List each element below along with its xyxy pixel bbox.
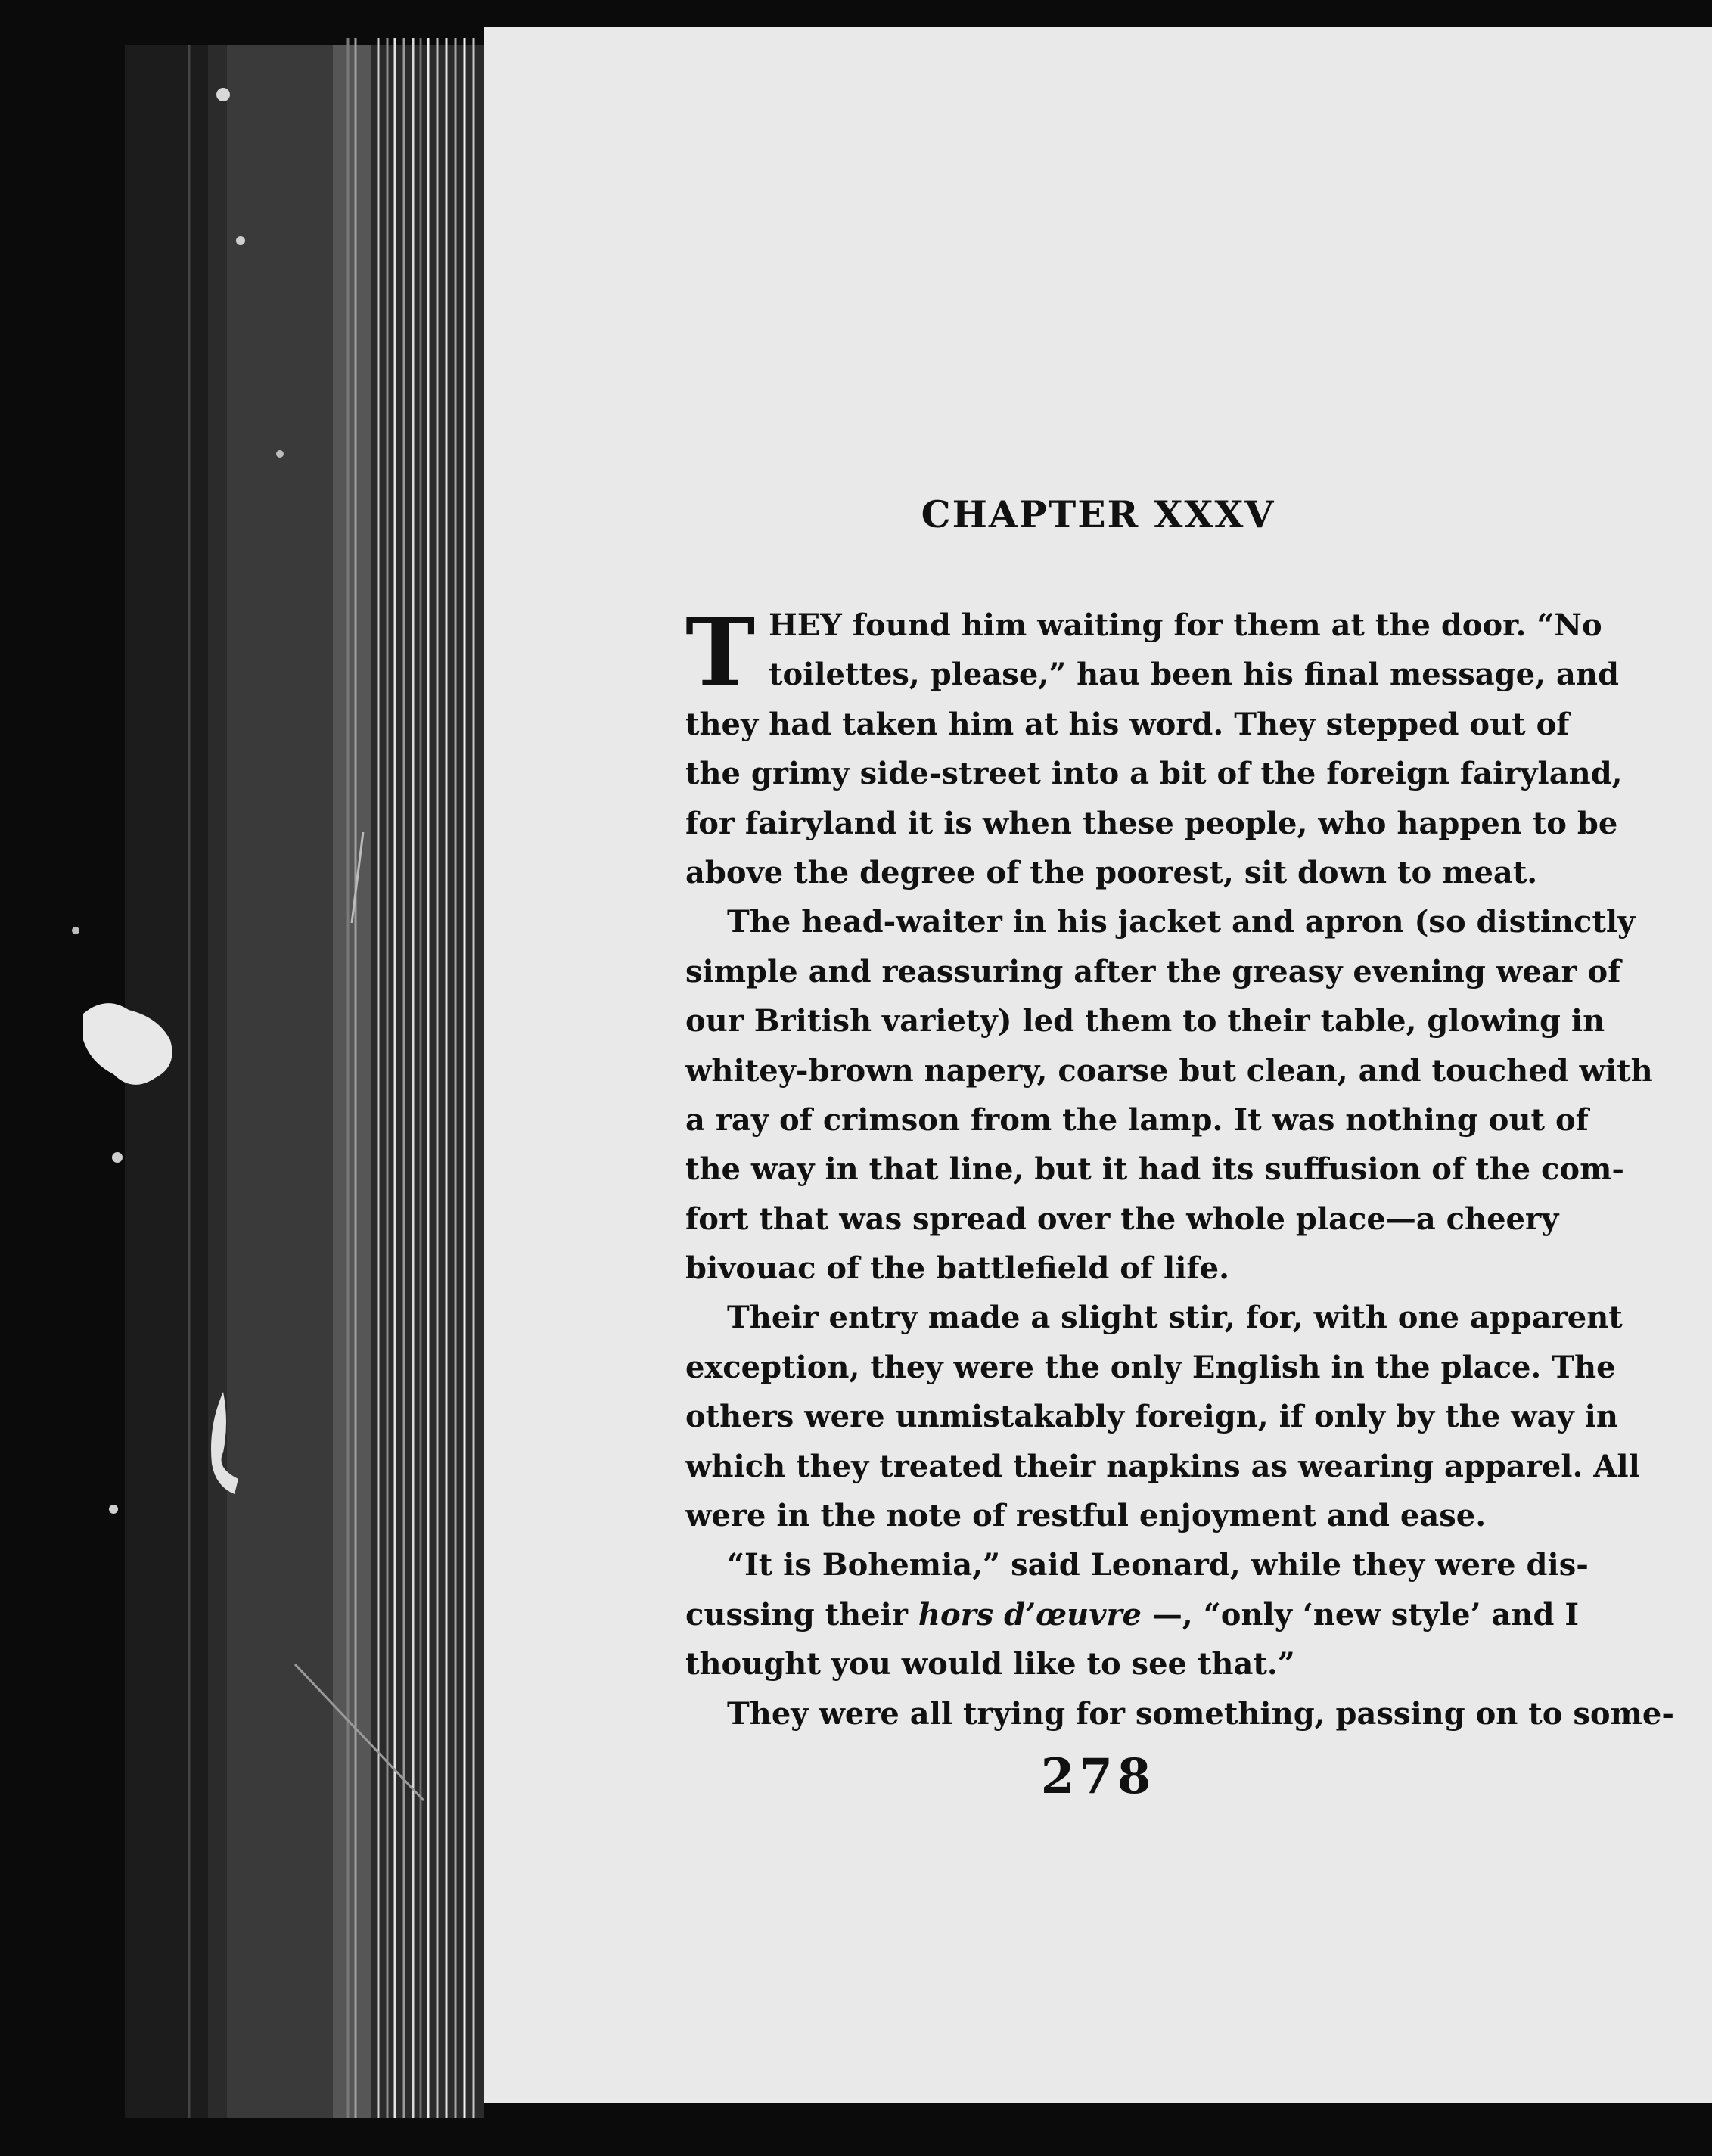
text-fragment: cussing their: [685, 1596, 918, 1633]
text-line: the grimy side-street into a bit of the foreign fairyland,: [685, 756, 1623, 792]
text-line: whitey-brown napery, coarse but clean, and touched with: [685, 1052, 1653, 1089]
text-line: were in the note of restful enjoyment and ease.: [685, 1498, 1487, 1534]
text-line: The head-waiter in his jacket and apron (so distinctly: [727, 904, 1636, 940]
paragraph-2: [685, 897, 1712, 1293]
paragraph-1: [685, 598, 1712, 897]
paragraph-4: [685, 1540, 1712, 1688]
text-line: others were unmistakably foreign, if only by the way in: [685, 1399, 1618, 1435]
body-text: [685, 598, 1712, 1738]
text-line: toilettes, please,” hau been his final message, and: [769, 657, 1619, 693]
book-page: [484, 27, 1712, 2103]
text-line: our British variety) led them to their table, glowing in: [685, 1003, 1605, 1039]
text-line: They were all trying for something, passing on to some-: [727, 1695, 1674, 1732]
text-line: which they treated their napkins as wearing apparel. All: [685, 1448, 1640, 1484]
text-line: [685, 1590, 1712, 1639]
italic-phrase: hors d’œuvre: [918, 1596, 1142, 1633]
paragraph-3: [685, 1293, 1712, 1540]
text-line: bivouac of the battlefield of life.: [685, 1250, 1230, 1287]
text-line: above the degree of the poorest, sit down to meat.: [685, 854, 1538, 890]
text-line: Their entry made a slight stir, for, with one apparent: [727, 1300, 1623, 1336]
text-line: fort that was spread over the whole place—a cheery: [685, 1201, 1559, 1237]
paragraph-5: [685, 1689, 1712, 1738]
chapter-title: CHAPTER XXXV: [921, 492, 1275, 536]
text-line: simple and reassuring after the greasy evening wear of: [685, 953, 1621, 989]
text-line: they had taken him at his word. They stepped out of: [685, 706, 1570, 742]
text-line: for fairyland it is when these people, who happen to be: [685, 805, 1618, 841]
text-line: a ray of crimson from the lamp. It was nothing out of: [685, 1101, 1589, 1138]
text-line: “It is Bohemia,” said Leonard, while they were dis-: [727, 1547, 1589, 1583]
drop-cap: T: [685, 598, 756, 708]
text-line: thought you would like to see that.”: [685, 1646, 1295, 1682]
text-line: the way in that line, but it had its suffusion of the com-: [685, 1151, 1624, 1188]
text-line: HEY found him waiting for them at the door. “No: [769, 607, 1602, 643]
text-line: exception, they were the only English in the place. The: [685, 1349, 1616, 1385]
page-number: 278: [1040, 1748, 1156, 1805]
text-fragment: —, “only ‘new style’ and I: [1142, 1596, 1580, 1633]
